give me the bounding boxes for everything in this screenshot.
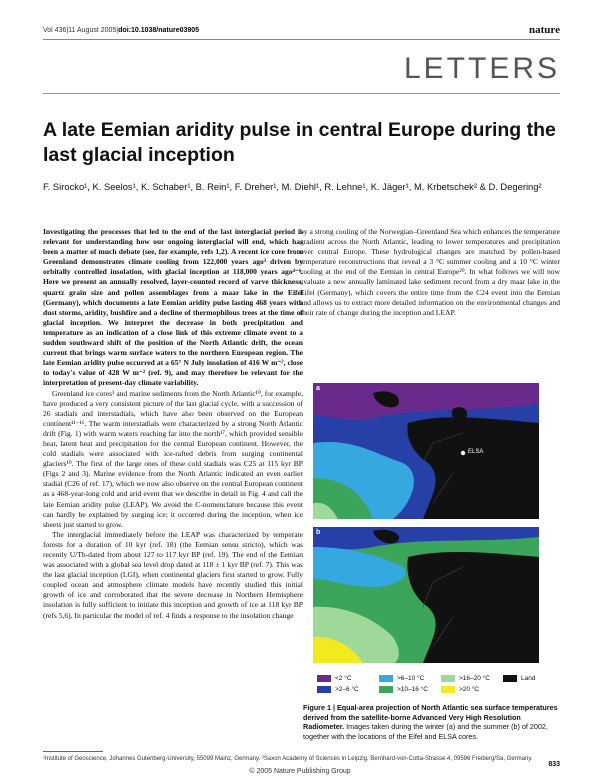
body-paragraph-1: Greenland ice cores³ and marine sediments from the North Atlantic¹⁰, for example, have produced a very consistent picture of the last glacial cycle, with a succession of 26 stadials and interstadials, which have also been observed on the European continent¹¹⁻¹⁶. The warm interstadials were characterized by a strong North Atlantic drift (Fig. 1) with warm waters reaching far into the north¹⁷, which provided sensible heat, latent heat and precipitation for the central European continent. However, the cold stadials were associated with ice-rafted debris from surging continental glaciers¹⁰. The first of the large ones of these cold stadials was C25 at 115 kyr BP (Figs 2 and 3). Marine evidence from the North Atlantic indicated an even earlier stadial (C26 of ref. 17), which we now also observe on the central European continent as a 468-year-long cold and arid event that we describe in detail in Fig. 4 and call the late Eemian aridity pulse (LEAP). We avoid the C-nomenclature because this event can hardly be explained by surging ice; it occurred during the inception, when ice sheets just started to grow.	[43, 388, 303, 529]
header-rule	[43, 39, 560, 40]
section-rule	[43, 93, 560, 94]
article-title: A late Eemian aridity pulse in central Europe during the last glacial inception	[43, 119, 556, 166]
panel-b-label: b	[316, 529, 321, 536]
legend-swatch	[503, 675, 517, 682]
affiliations-footnote: ¹Institute of Geoscience, Johannes Gutenberg-University, 55099 Mainz, Germany. ²Saxon Academy of Sciences in Leipzig, Bernhard-von-Cotta-Strasse 4, 09596 Freiberg/Sa, Germany.	[43, 756, 533, 762]
legend-item	[379, 675, 424, 682]
figure-1	[303, 383, 557, 725]
legend-swatch	[379, 675, 393, 682]
author-list: F. Sirocko¹, K. Seelos¹, K. Schaber¹, B. Rein¹, F. Dreher¹, M. Diehl¹, R. Lehne¹, K. Jäger¹, M. Krbetschek² & D. Degering²	[43, 181, 542, 192]
legend-item	[379, 686, 428, 693]
map-panel-b	[313, 527, 539, 663]
legend-item	[503, 675, 535, 682]
legend-item	[441, 675, 490, 682]
right-column	[300, 227, 560, 318]
elsa-label: ELSA	[468, 449, 484, 455]
left-column	[43, 227, 303, 621]
panel-a-label: a	[316, 385, 320, 392]
abstract: Investigating the processes that led to the end of the last interglacial period is relevant for understanding how our ongoing interglacial will end, which has been a matter of much debate (see, for example, refs 1,2). A recent ice core from Greenland demonstrates climate cooling from 122,000 years ago³ driven by orbitally controlled insolation, with glacial inception at 118,000 years ago⁴⁻⁶. Here we present an annually resolved, layer-counted record of varve thickness, quartz grain size and pollen assemblages from a maar lake in the Eifel (Germany), which documents a late Eemian aridity pulse lasting 468 years with dust storms, aridity, bushfire and a decline of thermophilous trees at the time of glacial inception. We interpret the decrease in both precipitation and temperature as an indication of a close link of this extreme climate event to a sudden southward shift of the position of the North Atlantic drift, the ocean current that brings warm surface waters to the northern European region. The late Eemian aridity pulse occurred at a 65° N July insolation of 416 W m⁻², close to today's value of 428 W m⁻² (ref. 9), and may therefore be relevant for the interpretation of present-day climate variability.	[43, 227, 303, 388]
legend-item	[317, 686, 359, 693]
citation-line	[43, 27, 199, 34]
legend-label: >20 °C	[459, 686, 480, 693]
legend-swatch	[379, 686, 393, 693]
body-paragraph-2: The interglacial immediately before the LEAP was characterized by temperate forests for a duration of 10 kyr (ref. 18) (the Eemian sensu stricto), which was recently U/Th-dated from about 127 to 117 kyr BP (ref. 19). The end of the Eemian was associated with a global sea level drop dated at 118 ± 1 kyr BP (ref. 7). This was the last glacial inception (LGI), when continental glaciers first started to grow. Fully coupled ocean and atmosphere climate models have recently studied this initial growth of ice and corroborated that the severe decrease in Northern Hemisphere insolation is fully sufficient to initiate this inception and growth of ice at 118 kyr BP (refs 5,6). In particular the model of ref. 4 finds a response to the insolation change	[43, 529, 303, 620]
legend-swatch	[317, 675, 331, 682]
legend-label: >2–6 °C	[335, 686, 359, 693]
legend-label: Land	[521, 675, 536, 682]
figure-caption	[303, 703, 563, 741]
doi[interactable]: doi:10.1038/nature03905	[118, 27, 200, 34]
legend-swatch	[317, 686, 331, 693]
caption-text: Images taken during the winter (a) and the summer (b) of 2002, together with the locations of the Eifel and ELSA cores.	[303, 722, 548, 741]
legend-label: >10–16 °C	[397, 686, 428, 693]
body-paragraph-3: by a strong cooling of the Norwegian–Greenland Sea which enhances the temperature gradient across the North Atlantic, leading to lower temperatures and precipitation over central Europe. These hydrological changes are matched by pollen-based temperature reconstructions that reveal a 3 °C summer cooling and a 10 °C winter cooling at the end of the Eemian in central Europe²⁰. In what follows we will now evaluate a new annually laminated lake sediment record from a dry maar lake in the Eifel (Germany), which covers the entire time from the C24 event into the Eemian and allows us to extract more detailed information on the environmental changes and their rate of change during the inception and LEAP.	[300, 227, 560, 317]
legend-item	[317, 675, 352, 682]
footnote-rule	[43, 751, 103, 752]
journal-name: nature	[529, 24, 560, 36]
legend-swatch	[441, 686, 455, 693]
copyright-notice: © 2005 Nature Publishing Group	[249, 768, 351, 775]
legend-label: >16–20 °C	[459, 675, 490, 682]
section-label: LETTERS	[403, 52, 560, 85]
sst-map-summer	[313, 527, 539, 663]
legend-swatch	[441, 675, 455, 682]
map-panel-a	[313, 383, 539, 519]
page-number: 833	[548, 761, 560, 768]
legend-item	[441, 686, 479, 693]
sst-map-winter	[313, 383, 539, 519]
legend-label: >6–10 °C	[397, 675, 425, 682]
citation: Vol 436|11 August 2005|	[43, 27, 119, 34]
legend-label: <2 °C	[335, 675, 352, 682]
caption-label: Figure 1 | Equal-area projection of North Atlantic sea surface temperatures derived from the satellite-borne Advanced Very High Resolution Radiometer.	[303, 703, 558, 732]
